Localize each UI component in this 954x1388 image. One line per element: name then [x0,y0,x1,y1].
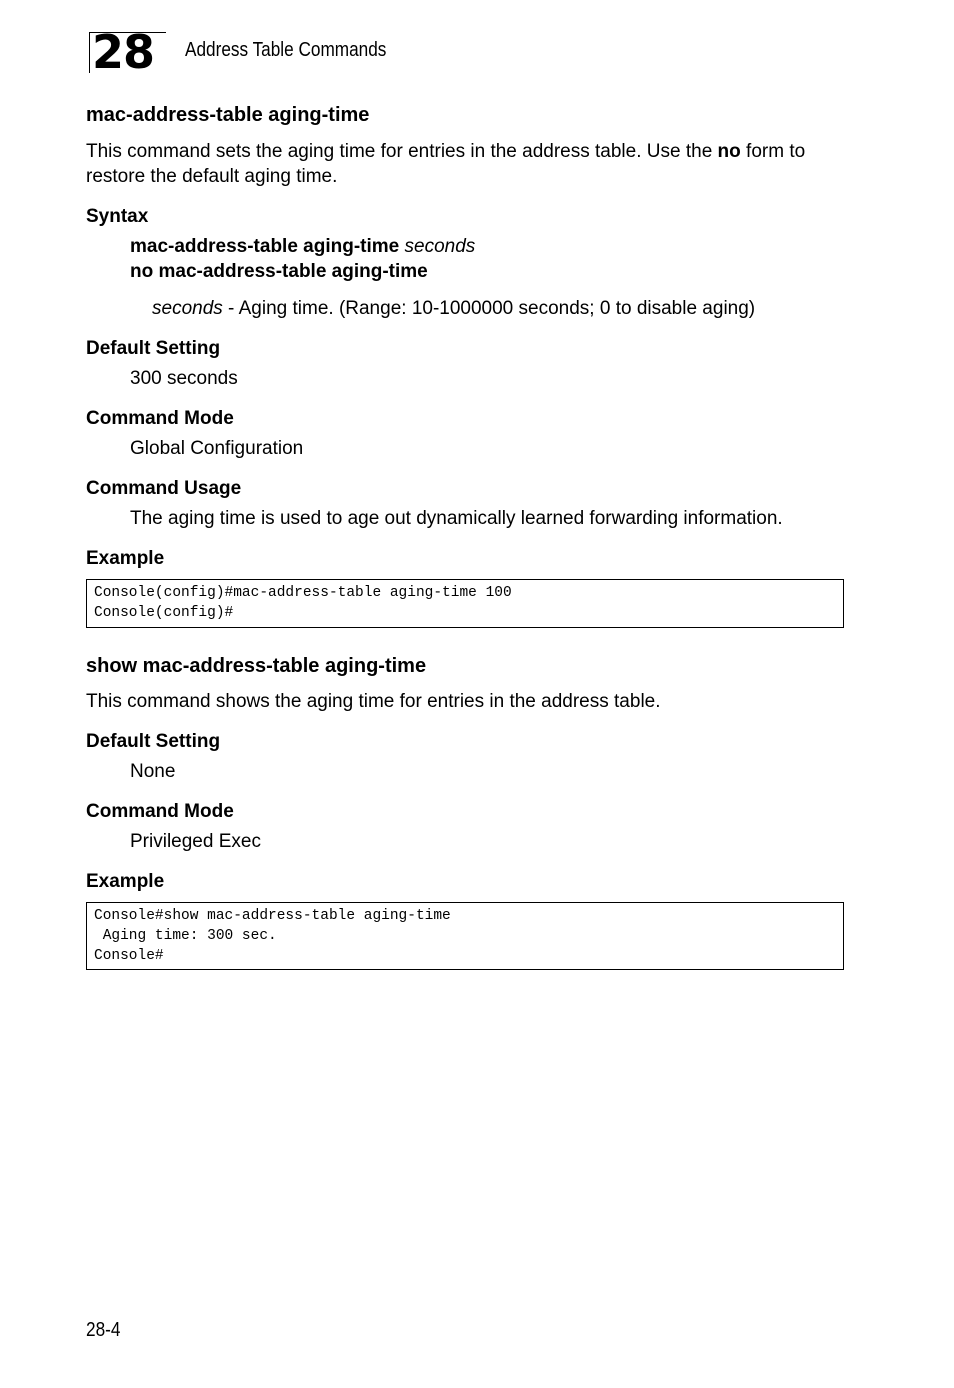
syntax-command: mac-address-table aging-time [130,236,400,257]
section-title-aging-time: mac-address-table aging-time [86,104,370,126]
syntax-line-1 [130,234,475,259]
syntax-parameter: seconds [404,236,476,257]
default-setting-value: None [130,761,176,782]
parameter-description [152,296,755,321]
example-heading: Example [86,548,165,569]
section-title-show-aging-time: show mac-address-table aging-time [86,655,427,677]
command-mode-heading: Command Mode [86,801,234,822]
command-mode-value: Global Configuration [130,438,304,459]
syntax-line-2 [130,259,428,284]
chapter-number: 28 [92,25,155,79]
example-code-block [86,902,844,970]
code-line: Console(config)#mac-address-table aging-time 100 [94,585,512,601]
command-usage-heading: Command Usage [86,478,242,499]
command-usage-value: The aging time is used to age out dynamically learned forwarding information. [130,508,783,529]
code-line: Console#show mac-address-table aging-time [94,908,451,924]
command-mode-value: Privileged Exec [130,831,261,852]
parameter-text: - Aging time. (Range: 10-1000000 seconds; 0 to disable aging) [222,298,756,319]
syntax-no-command: no mac-address-table aging-time [130,261,428,282]
command-mode-heading: Command Mode [86,408,234,429]
section-intro-aging-time [86,139,856,189]
section-intro-show-aging-time: This command shows the aging time for entries in the address table. [86,691,661,712]
intro-text-part1: This command sets the aging time for entries in the address table. Use the [86,141,718,162]
page-number: 28-4 [86,1319,121,1341]
syntax-heading: Syntax [86,206,149,227]
default-setting-heading: Default Setting [86,731,221,752]
chapter-title: Address Table Commands [185,39,387,61]
parameter-name: seconds [152,298,223,319]
default-setting-value: 300 seconds [130,368,238,389]
code-line: Aging time: 300 sec. [94,928,277,944]
example-heading: Example [86,871,165,892]
code-line: Console# [94,948,164,964]
default-setting-heading: Default Setting [86,338,221,359]
code-line: Console(config)# [94,605,234,621]
example-code-block [86,579,844,628]
intro-text-part2: form to restore the default aging time. [86,141,806,187]
intro-keyword-no: no [717,141,741,162]
